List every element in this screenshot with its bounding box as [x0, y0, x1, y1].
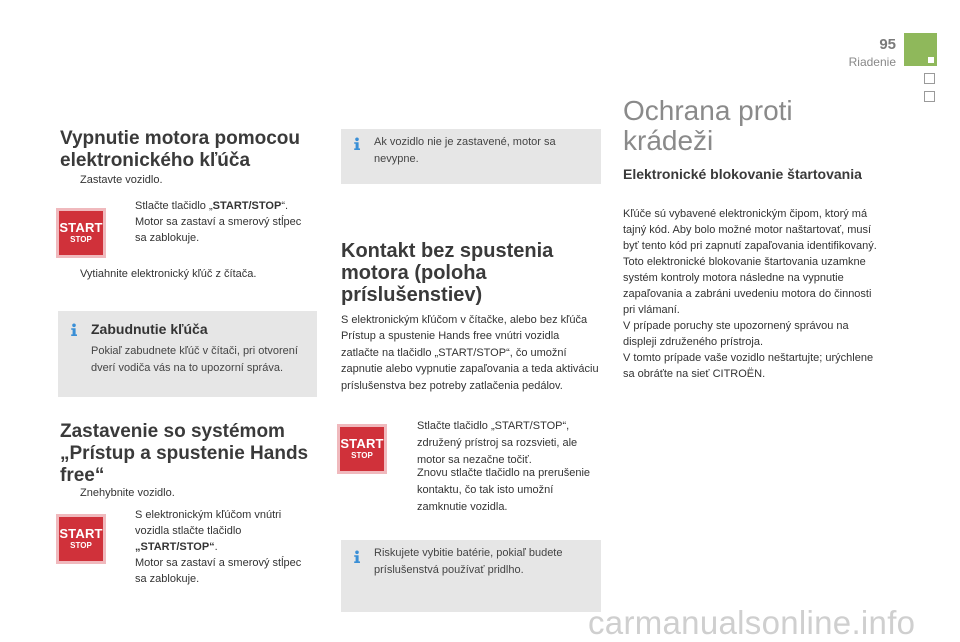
page-number: 95 [879, 36, 896, 53]
stop-label: STOP [70, 541, 92, 550]
heading-anti-theft: Ochrana proti krádeži [623, 95, 793, 156]
tab-marker [928, 57, 934, 63]
paragraph: Toto elektronické blokovanie štartovania uzamkne systém kontroly motora následne na vypnutie zapaľovania a zabráni uvedeniu motora do činnosti pri vlámaní. [623, 256, 872, 316]
note-text: Riskujete vybitie batérie, pokiaľ budete príslušenstvá používať pridlho. [374, 547, 563, 576]
paragraph: V tomto prípade vaše vozidlo neštartujte; urýchlene sa obráťte na sieť CITROËN. [623, 352, 874, 380]
step-text-part: . [214, 541, 218, 553]
step-immobilize [60, 485, 310, 501]
step-stop-vehicle [60, 172, 310, 188]
note-box-not-stopped [341, 129, 601, 184]
start-stop-button-image [340, 427, 384, 471]
stop-label: STOP [70, 235, 92, 244]
accessory-paragraph: S elektronickým kľúčom v čítačke, alebo bez kľúča Prístup a spustenie Hands free vnútri vozidla zatlačte na tlačidlo „START/STOP“, čo umožní zapnutie alebo vypnutie zapaľovania a teda aktiváciu príslušenstva bez potreby zatlačenia pedálov. [341, 314, 599, 392]
step-text: Zastavte vozidlo. [80, 174, 163, 186]
step-text: Stlačte tlačidlo „START/STOP“, združený prístroj sa rozsvieti, ale motor sa nezačne točiť. [417, 420, 578, 466]
heading-accessory-mode: Kontakt bez spustenia motora (poloha príslušenstiev) [341, 240, 554, 306]
start-label: START [340, 436, 384, 451]
step-press-accessory-off [397, 465, 602, 516]
info-box-forgotten-key [58, 311, 317, 397]
watermark: carmanualsonline.info [588, 604, 916, 641]
nav-square-2 [924, 91, 935, 102]
info-icon [67, 323, 81, 337]
stop-label: STOP [351, 451, 373, 460]
step-text-bold: START/STOP [212, 200, 282, 212]
step-text: Znovu stlačte tlačidlo na prerušenie kontaktu, čo tak isto umožní zamknutie vozidla. [417, 467, 591, 513]
start-label: START [59, 526, 103, 541]
step-text-part: Motor sa zastaví a smerový stĺpec sa zablokuje. [135, 216, 302, 244]
start-stop-button-image [59, 211, 103, 255]
note-text: Ak vozidlo nie je zastavené, motor sa nevypne. [374, 136, 556, 165]
step-text [115, 198, 305, 246]
heading-key-stop: Vypnutie motora pomocou elektronického kľúča [60, 128, 300, 171]
anti-theft-text [623, 206, 885, 382]
info-icon [350, 550, 364, 564]
start-label: START [59, 220, 103, 235]
paragraph: Kľúče sú vybavené elektronickým čipom, ktorý má tajný kód. Aby bolo možné motor naštartovať, musí byť tento kód pri zapnutí zapaľovania identifikovaný. [623, 208, 877, 252]
step-text-part: Stlačte tlačidlo „ [135, 200, 213, 212]
note-box-battery [341, 540, 601, 612]
step-text: Znehybnite vozidlo. [80, 487, 175, 499]
step-text-part: S elektronickým kľúčom vnútri vozidla stlačte tlačidlo [135, 509, 282, 537]
step-text-bold: „START/STOP“ [135, 541, 215, 553]
info-icon [350, 137, 364, 151]
info-title: Zabudnutie kľúča [91, 321, 208, 337]
step-press-with-key [115, 507, 310, 587]
start-stop-button-image [59, 517, 103, 561]
section-title: Riadenie [848, 55, 896, 69]
step-press-start-stop [115, 198, 305, 246]
info-text: Pokiaľ zabudnete kľúč v čítači, pri otvorení dverí vodiča vás na to upozorní správa. [91, 345, 298, 374]
step-text: Vytiahnite elektronický kľúč z čítača. [80, 268, 257, 280]
step-press-accessory-on [397, 418, 602, 469]
step-text-part: “. [281, 200, 289, 212]
step-text-part: Motor sa zastaví a smerový stĺpec sa zablokuje. [135, 557, 302, 585]
subheading-immobilizer: Elektronické blokovanie štartovania [623, 166, 862, 182]
heading-hands-free-stop: Zastavenie so systémom „Prístup a spustenie Hands free“ [60, 421, 309, 486]
step-text [115, 507, 310, 587]
step-remove-key [60, 266, 320, 282]
section-tab [904, 33, 937, 66]
paragraph: V prípade poruchy ste upozornený správou na displeji združeného prístroja. [623, 320, 849, 348]
nav-square-1 [924, 73, 935, 84]
